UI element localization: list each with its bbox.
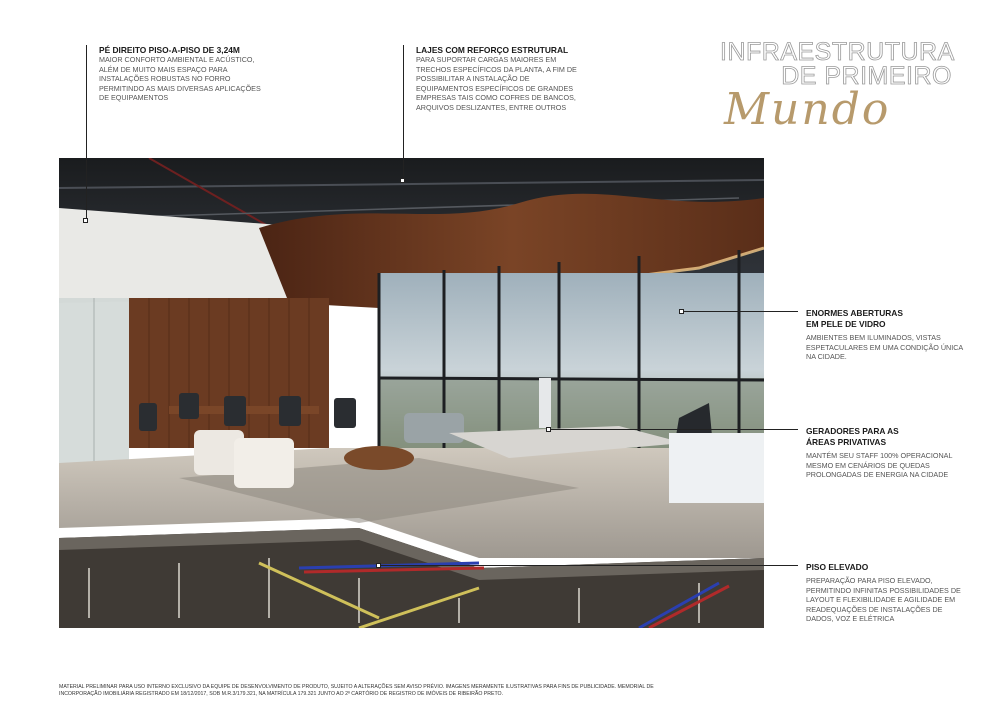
brand-line-1: INFRAESTRUTURA (720, 38, 955, 66)
leader-line-aberturas (684, 311, 798, 312)
callout-pe-direito (99, 45, 269, 103)
callout-piso (806, 562, 971, 624)
callout-aberturas (806, 308, 971, 362)
callout-title-line-1: GERADORES PARA AS (806, 426, 899, 436)
office-render-image (59, 158, 764, 628)
leader-line-piso (381, 565, 798, 566)
callout-title: PISO ELEVADO (806, 562, 869, 572)
callout-title-line-1: ENORMES ABERTURAS (806, 308, 903, 318)
callout-title: PÉ DIREITO PISO-A-PISO DE 3,24M (99, 45, 240, 55)
marker-lajes (400, 178, 405, 183)
callout-geradores (806, 426, 971, 480)
callout-body: AMBIENTES BEM ILUMINADOS, VISTAS ESPETACULARES EM UMA CONDIÇÃO ÚNICA NA CIDADE. (806, 333, 963, 362)
leader-line-geradores (551, 429, 798, 430)
callout-body: MAIOR CONFORTO AMBIENTAL E ACÚSTICO, ALÉM DE MUITO MAIS ESPAÇO PARA INSTALAÇÕES ROBUSTAS NO FORRO PERMITINDO AS MAIS DIVERSAS APLICAÇÕES DE EQUIPAMENTOS (99, 55, 261, 103)
brand-heading (720, 38, 960, 135)
callout-title-line-2: ÁREAS PRIVATIVAS (806, 437, 887, 447)
callout-title: LAJES COM REFORÇO ESTRUTURAL (416, 45, 569, 55)
legal-disclaimer: MATERIAL PRELIMINAR PARA USO INTERNO EXCLUSIVO DA EQUIPE DE DESENVOLVIMENTO DE PRODUTO, SUJEITO A ALTERAÇÕES SEM AVISO PRÉVIO. IMAGENS MERAMENTE ILUSTRATIVAS PARA FINS DE PUBLICIDADE. MEMORIAL DE INCORPORAÇÃO IMOBILIÁRIA REGISTRADO EM 18/12/2017, SOB M.R.3/179.321, NA MATRÍCULA 179.321 JUNTO AO 2º CARTÓRIO DE REGISTRO DE IMÓVEIS DE RIBEIRÃO PRETO. (59, 684, 654, 697)
brand-line-2: DE PRIMEIRO (781, 62, 952, 90)
marker-pe-direito (83, 218, 88, 223)
callout-body: PARA SUPORTAR CARGAS MAIORES EM TRECHOS ESPECÍFICOS DA PLANTA, A FIM DE POSSIBILITAR A INSTALAÇÃO DE EQUIPAMENTOS ESPECÍFICOS DE GRANDES EMPRESAS TAIS COMO COFRES DE BANCOS, ARQUIVOS DESLIZANTES, ENTRE OUTROS (416, 55, 577, 112)
callout-body: MANTÉM SEU STAFF 100% OPERACIONAL MESMO EM CENÁRIOS DE QUEDAS PROLONGADAS DE ENERGIA NA CIDADE (806, 451, 953, 480)
brand-script: Mundo (724, 84, 891, 135)
callout-body: PREPARAÇÃO PARA PISO ELEVADO, PERMITINDO INFINITAS POSSIBILIDADES DE LAYOUT E FLEXIBILIDADE E AGILIDADE EM READEQUAÇÕES DE INSTALAÇÕES DE DADOS, VOZ E ELÉTRICA (806, 576, 961, 624)
callout-title-line-2: EM PELE DE VIDRO (806, 319, 886, 329)
leader-line-lajes (403, 45, 404, 180)
leader-line-pe-direito (86, 45, 87, 220)
callout-lajes (416, 45, 586, 113)
